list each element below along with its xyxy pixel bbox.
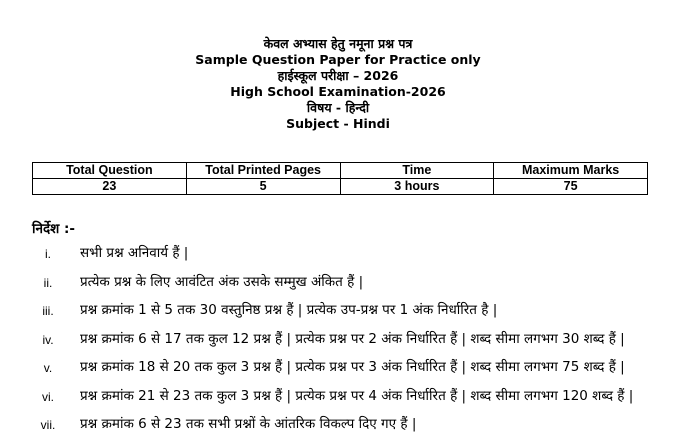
- header-exam-english: High School Examination-2026: [230, 84, 446, 99]
- instruction-text: प्रश्न क्रमांक 1 से 5 तक 30 वस्तुनिष्ठ प्रश्न हैं | प्रत्येक उप-प्रश्न पर 1 अंक निर्धारित है |: [80, 302, 498, 318]
- instruction-item: [0, 300, 676, 329]
- instruction-item: [0, 414, 676, 443]
- instruction-item: [0, 329, 676, 358]
- header-subject-hindi: विषय - हिन्दी: [306, 100, 370, 115]
- instruction-number: v.: [43, 361, 53, 375]
- value-maximum-marks: 75: [494, 179, 648, 195]
- instruction-text: प्रश्न क्रमांक 18 से 20 तक कुल 3 प्रश्न हैं | प्रत्येक प्रश्न पर 3 अंक निर्धारित हैं | शब्द सीमा लगभग 75 शब्द हैं |: [80, 359, 625, 375]
- header-maximum-marks: Maximum Marks: [494, 163, 648, 179]
- exam-info-value-row: [33, 179, 648, 195]
- instruction-text: सभी प्रश्न अनिवार्य हैं |: [80, 245, 189, 261]
- instruction-number: iii.: [42, 304, 54, 318]
- instruction-text: प्रश्न क्रमांक 6 से 23 तक सभी प्रश्नों के आंतरिक विकल्प दिए गए हैं |: [80, 416, 417, 432]
- instruction-text: प्रश्न क्रमांक 21 से 23 तक कुल 3 प्रश्न हैं | प्रत्येक प्रश्न पर 4 अंक निर्धारित हैं | शब्द सीमा लगभग 120 शब्द हैं |: [80, 387, 634, 404]
- exam-info-header-row: [33, 163, 648, 179]
- instructions-title: निर्देश :-: [32, 221, 76, 237]
- instruction-item: [0, 243, 676, 272]
- header-title-hindi: केवल अभ्यास हेतु नमूना प्रश्न पत्र: [263, 36, 413, 51]
- header-time: Time: [340, 163, 494, 179]
- instruction-text: प्रत्येक प्रश्न के लिए आवंटित अंक उसके सम्मुख अंकित हैं |: [80, 273, 364, 290]
- header-title-english: Sample Question Paper for Practice only: [195, 52, 481, 67]
- instruction-item: [0, 357, 676, 386]
- header-total-question: Total Question: [33, 163, 187, 179]
- header-subject-english: Subject - Hindi: [286, 116, 390, 131]
- instruction-item: [0, 272, 676, 301]
- instructions-list: [0, 243, 676, 443]
- instruction-number: ii.: [43, 275, 53, 290]
- exam-info-table: [32, 162, 648, 195]
- paper-header: [0, 36, 676, 132]
- instruction-number: vii.: [40, 418, 56, 432]
- value-total-question: 23: [33, 179, 187, 195]
- instruction-text: प्रश्न क्रमांक 6 से 17 तक कुल 12 प्रश्न हैं | प्रत्येक प्रश्न पर 2 अंक निर्धारित हैं | शब्द सीमा लगभग 30 शब्द हैं |: [80, 330, 625, 347]
- value-total-printed-pages: 5: [186, 179, 340, 195]
- value-time: 3 hours: [340, 179, 494, 195]
- instruction-number: i.: [45, 247, 51, 261]
- instruction-number: vi.: [42, 389, 54, 404]
- instruction-number: iv.: [42, 332, 54, 347]
- instruction-item: [0, 386, 676, 415]
- header-exam-hindi: हाईस्कूल परीक्षा – 2026: [277, 68, 399, 83]
- header-total-printed-pages: Total Printed Pages: [186, 163, 340, 179]
